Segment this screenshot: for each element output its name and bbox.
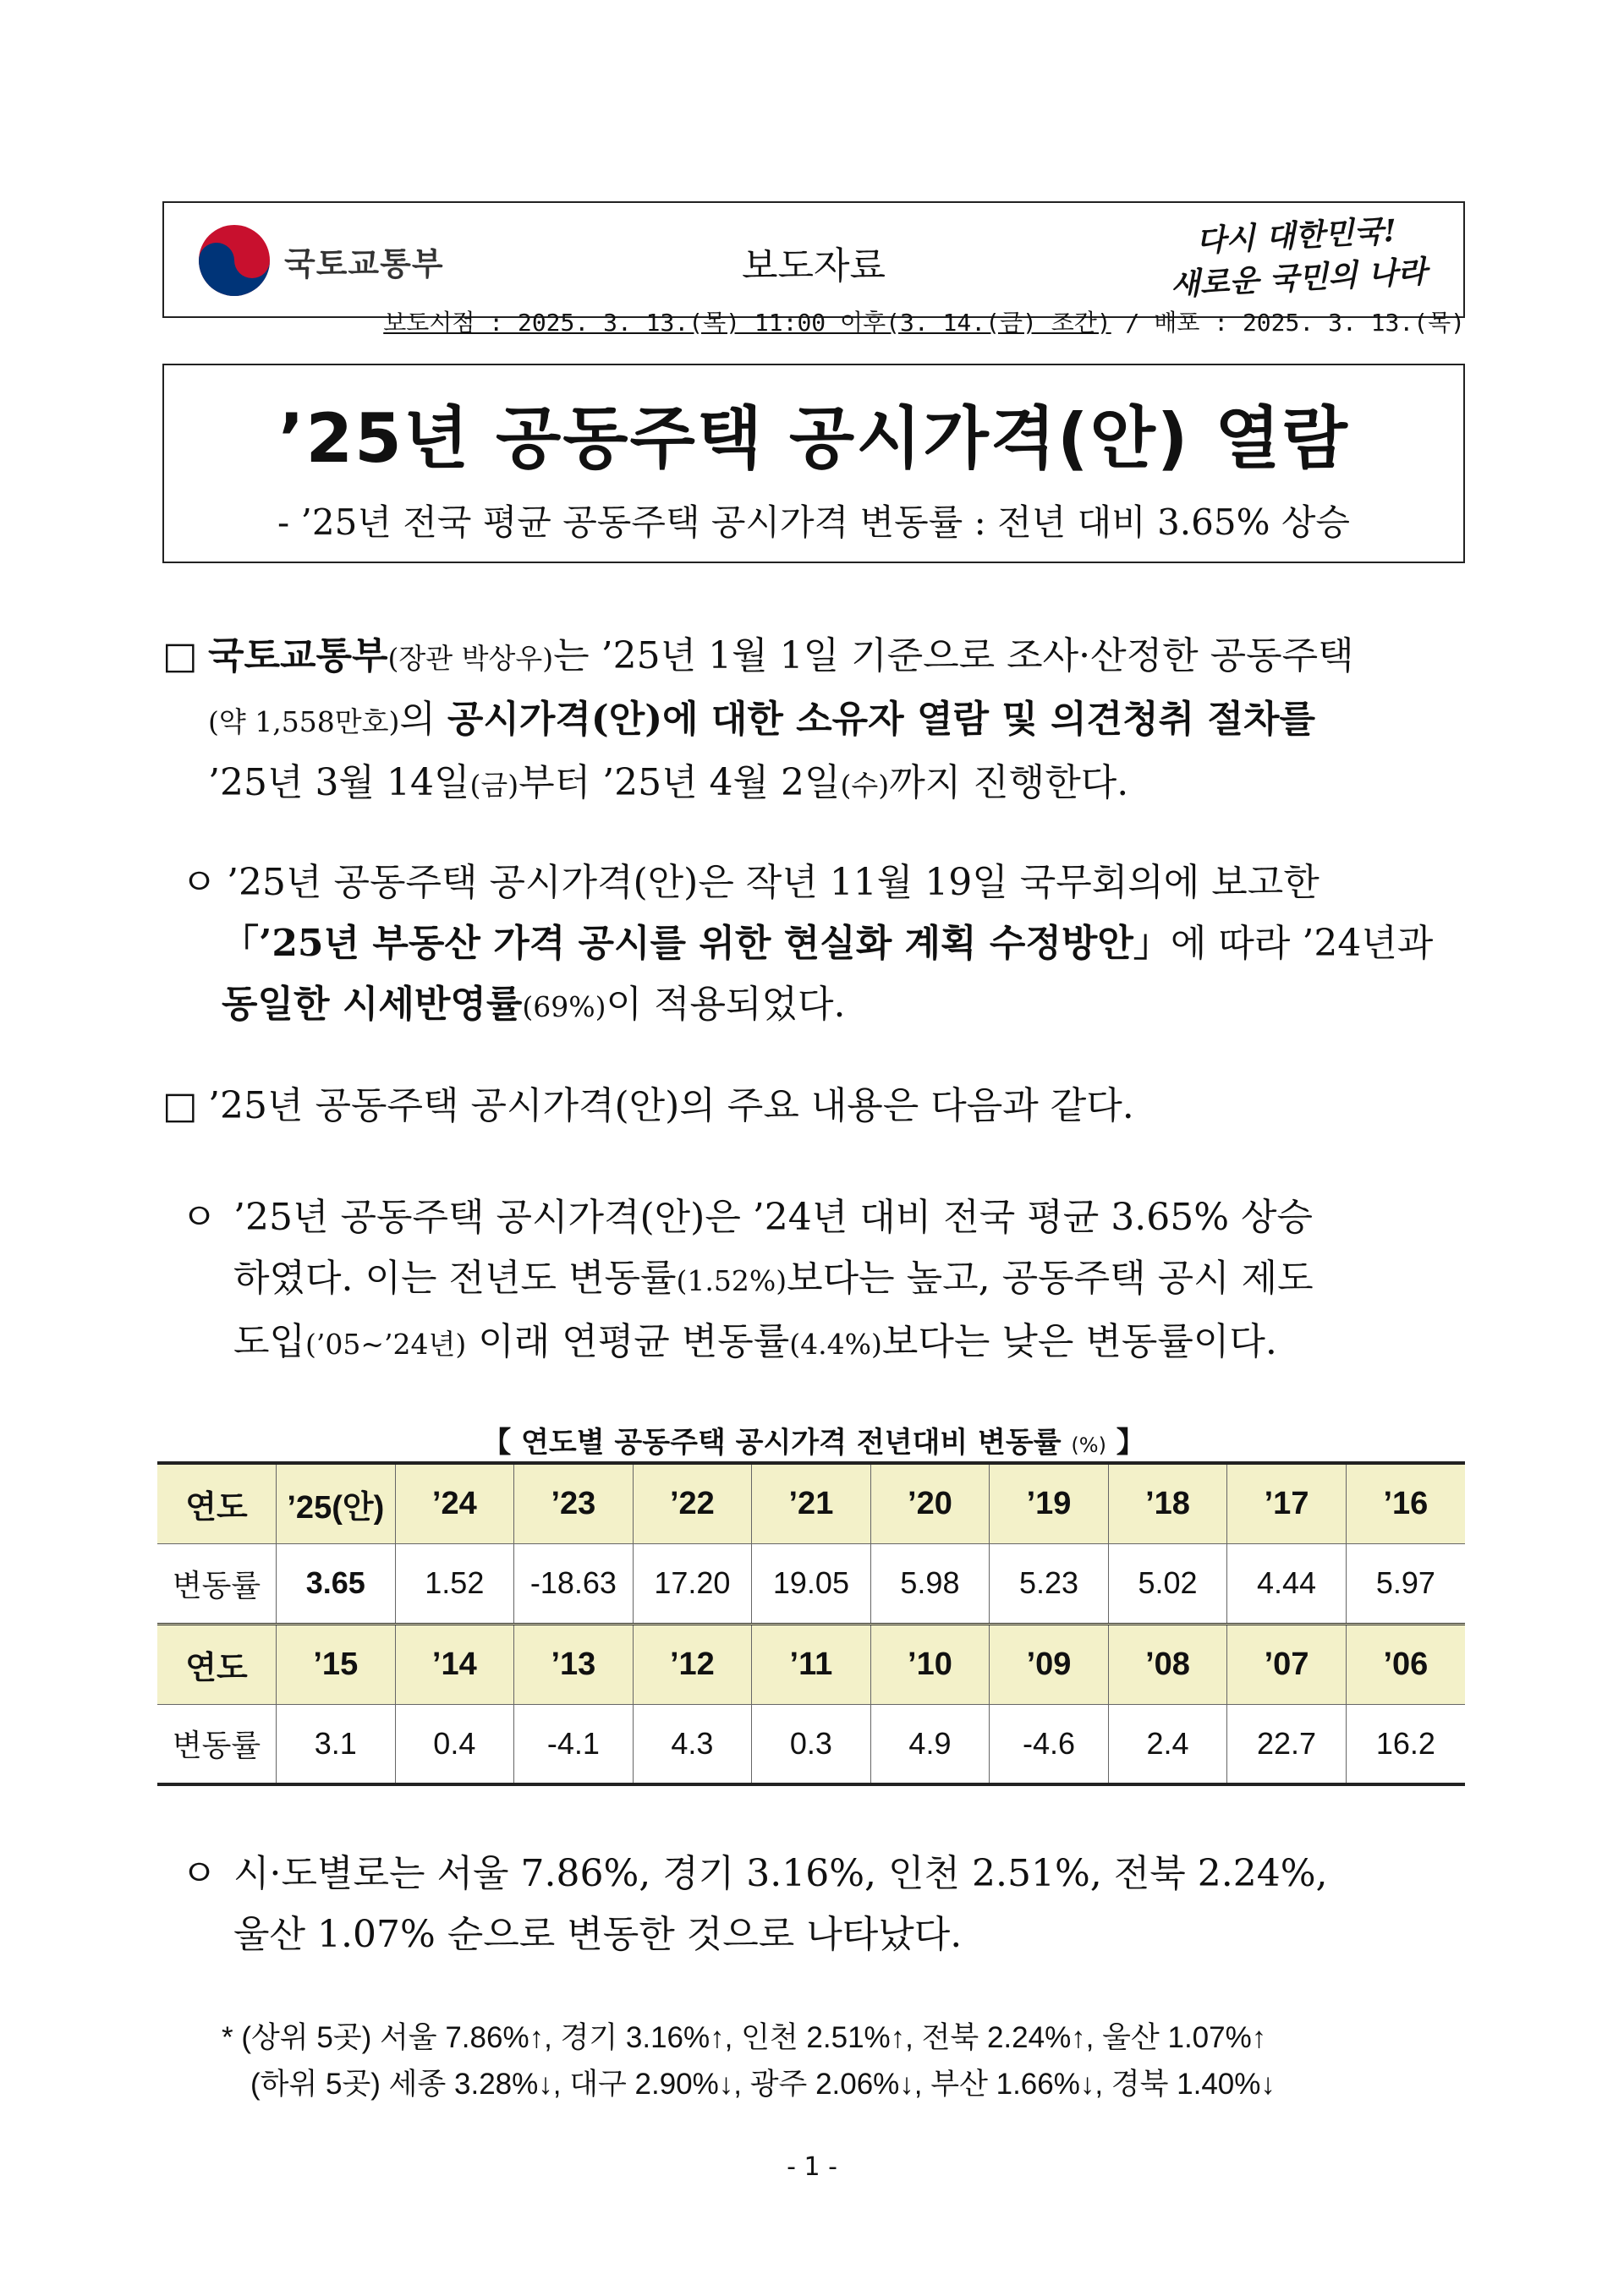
paragraph-4-line-2 <box>162 1248 1465 1312</box>
year-cell: ’08 <box>1108 1624 1227 1704</box>
rate-cell: 4.3 <box>633 1704 752 1784</box>
page-title: ’25년 공동주택 공시가격(안) 열람 <box>278 399 1349 478</box>
embargo-line <box>162 304 1465 338</box>
rate-cell: -4.1 <box>514 1704 634 1784</box>
p1-end: 까지 진행한다. <box>889 761 1129 804</box>
start-weekday: (금) <box>469 769 519 802</box>
slogan-line-1: 다시 대한민국! <box>1195 212 1398 260</box>
title-box <box>162 364 1465 563</box>
end-weekday: (수) <box>840 769 890 802</box>
rate-row-1 <box>157 1543 1465 1624</box>
notes-top-5: * (상위 5곳) 서울 7.86%↑, 경기 3.16%↑, 인천 2.51%↑, 전북 2.24%↑, 울산 1.07%↑ <box>222 2021 1267 2054</box>
table-caption <box>162 1419 1465 1460</box>
page-subtitle: - ’25년 전국 평균 공동주택 공시가격 변동률 : 전년 대비 3.65% 상승 <box>277 501 1350 543</box>
paragraph-1-line-3 <box>162 753 1465 816</box>
year-cell: ’15 <box>277 1624 396 1704</box>
paragraph-4-line-3 <box>162 1312 1465 1375</box>
row-header: 연도 <box>157 1463 277 1543</box>
year-cell: ’19 <box>990 1463 1109 1543</box>
rate-cell: 17.20 <box>633 1543 752 1624</box>
paragraph-5 <box>162 1844 1465 1965</box>
paragraph-5-line-1: 시·도별로는 서울 7.86%, 경기 3.16%, 인천 2.51%, 전북 2.24%, <box>233 1852 1328 1895</box>
ministry-text: 국토교통부 <box>208 634 388 677</box>
rate-cell: 5.02 <box>1108 1543 1227 1624</box>
rate-cell: 3.65 <box>277 1543 396 1624</box>
p1-particle: 의 <box>399 698 447 741</box>
caption-unit: (%) <box>1071 1433 1106 1457</box>
rate-cell: 5.98 <box>870 1543 990 1624</box>
year-cell: ’06 <box>1346 1624 1465 1704</box>
p4-text-d: 이래 연평균 변동률 <box>466 1320 790 1363</box>
paragraph-4 <box>162 1187 1465 1375</box>
year-row-1 <box>157 1463 1465 1543</box>
rate-cell: 16.2 <box>1346 1704 1465 1784</box>
row-header: 연도 <box>157 1624 277 1704</box>
doc-type-label: 보도자료 <box>741 244 886 288</box>
p1-text: 는 ’25년 1월 1일 기준으로 조사·산정한 공동주택 <box>553 634 1354 677</box>
rate-cell: 4.44 <box>1227 1543 1347 1624</box>
year-cell: ’10 <box>870 1624 990 1704</box>
year-row-2 <box>157 1624 1465 1704</box>
year-cell: ’17 <box>1227 1463 1347 1543</box>
rate-cell: 4.9 <box>870 1704 990 1784</box>
start-date: ’25년 3월 14일 <box>208 761 470 804</box>
year-cell: ’20 <box>870 1463 990 1543</box>
year-cell: ’13 <box>514 1624 634 1704</box>
caption-end: 】 <box>1106 1426 1145 1460</box>
paragraph-1 <box>162 626 1465 816</box>
year-cell: ’14 <box>395 1624 514 1704</box>
paragraph-4-line-1: ’25년 공동주택 공시가격(안)은 ’24년 대비 전국 평균 3.65% 상승 <box>233 1196 1314 1239</box>
square-bullet: □ <box>162 634 198 677</box>
avg-rate: (4.4%) <box>789 1328 882 1361</box>
p2-end: 이 적용되었다. <box>606 983 846 1026</box>
square-bullet: □ <box>162 1084 198 1127</box>
row-header: 변동률 <box>157 1704 277 1784</box>
rate-cell: 22.7 <box>1227 1704 1347 1784</box>
household-count: (약 1,558만호) <box>208 705 400 738</box>
end-date: 부터 ’25년 4월 2일 <box>518 761 841 804</box>
rate-cell: 5.97 <box>1346 1543 1465 1624</box>
paragraph-2-line-1: ’25년 공동주택 공시가격(안)은 작년 11월 19일 국무회의에 보고한 <box>227 861 1320 904</box>
minister-note: (장관 박상우) <box>387 642 554 675</box>
paragraph-2-line-3 <box>162 974 1465 1038</box>
rate-cell: 0.4 <box>395 1704 514 1784</box>
prev-rate: (1.52%) <box>676 1264 787 1297</box>
rate-cell: 2.4 <box>1108 1704 1227 1784</box>
year-cell: ’09 <box>990 1624 1109 1704</box>
distribution-date: / 배포 : 2025. 3. 13.(목) <box>1111 309 1465 337</box>
rate-cell: -4.6 <box>990 1704 1109 1784</box>
paragraph-5-line-2: 울산 1.07% 순으로 변동한 것으로 나타났다. <box>233 1913 963 1956</box>
p2-text: 에 따라 ’24년과 <box>1170 922 1434 965</box>
year-cell: ’18 <box>1108 1463 1227 1543</box>
rate-cell: 1.52 <box>395 1543 514 1624</box>
year-cell: ’21 <box>752 1463 871 1543</box>
paragraph-2-line-2 <box>162 913 1465 974</box>
reflection-rate-text: 동일한 시세반영률 <box>222 983 523 1026</box>
period: (’05~’24년) <box>305 1328 467 1361</box>
notes <box>222 2014 1473 2107</box>
slogan-line-2: 새로운 국민의 나라 <box>1169 254 1428 303</box>
year-cell: ’24 <box>395 1463 514 1543</box>
rate-cell: 19.05 <box>752 1543 871 1624</box>
row-header: 변동률 <box>157 1543 277 1624</box>
paragraph-1-line-1 <box>162 626 1465 689</box>
p1-bold-text: 공시가격(안)에 대한 소유자 열람 및 의견청취 절차를 <box>447 698 1315 741</box>
year-cell: ’07 <box>1227 1624 1347 1704</box>
year-cell: ’22 <box>633 1463 752 1543</box>
paragraph-1-line-2 <box>162 689 1465 753</box>
rate-cell: 3.1 <box>277 1704 396 1784</box>
reflection-rate: (69%) <box>522 990 606 1023</box>
year-cell: ’11 <box>752 1624 871 1704</box>
rate-cell: -18.63 <box>514 1543 634 1624</box>
plan-title: 「’25년 부동산 가격 공시를 위한 현실화 계획 수정방안」 <box>222 922 1171 965</box>
p4-text-b: 보다는 높고, 공동주택 공시 제도 <box>787 1257 1314 1300</box>
notes-bottom-5: (하위 5곳) 세종 3.28%↓, 대구 2.90%↓, 광주 2.06%↓, 부산 1.66%↓, 경북 1.40%↓ <box>250 2068 1276 2101</box>
paragraph-2 <box>162 852 1465 1038</box>
rate-table <box>157 1461 1465 1786</box>
year-cell: ’16 <box>1346 1463 1465 1543</box>
slogan <box>1160 208 1435 307</box>
caption-text: 【 연도별 공동주택 공시가격 전년대비 변동률 <box>482 1426 1072 1460</box>
paragraph-3 <box>162 1076 1465 1137</box>
press-header <box>162 201 1465 318</box>
page-number: - 1 - <box>787 2152 837 2182</box>
year-cell: ’23 <box>514 1463 634 1543</box>
paragraph-3-line-1: ’25년 공동주택 공시가격(안)의 주요 내용은 다음과 같다. <box>208 1084 1134 1127</box>
circle-bullet: ㅇ <box>181 861 217 904</box>
rate-cell: 0.3 <box>752 1704 871 1784</box>
p4-text-c: 도입 <box>233 1320 306 1363</box>
year-cell: ’25(안) <box>277 1463 396 1543</box>
rate-row-2 <box>157 1704 1465 1784</box>
rate-cell: 5.23 <box>990 1543 1109 1624</box>
p4-end: 보다는 낮은 변동률이다. <box>881 1320 1277 1363</box>
year-cell: ’12 <box>633 1624 752 1704</box>
ministry-name: 국토교통부 <box>284 244 444 282</box>
circle-bullet: ㅇ <box>181 1196 217 1239</box>
p4-text-a: 하였다. 이는 전년도 변동률 <box>233 1257 677 1300</box>
embargo-time: 보도시점 : 2025. 3. 13.(목) 11:00 이후(3. 14.(금) 조간) <box>383 309 1111 337</box>
circle-bullet: ㅇ <box>181 1852 217 1895</box>
